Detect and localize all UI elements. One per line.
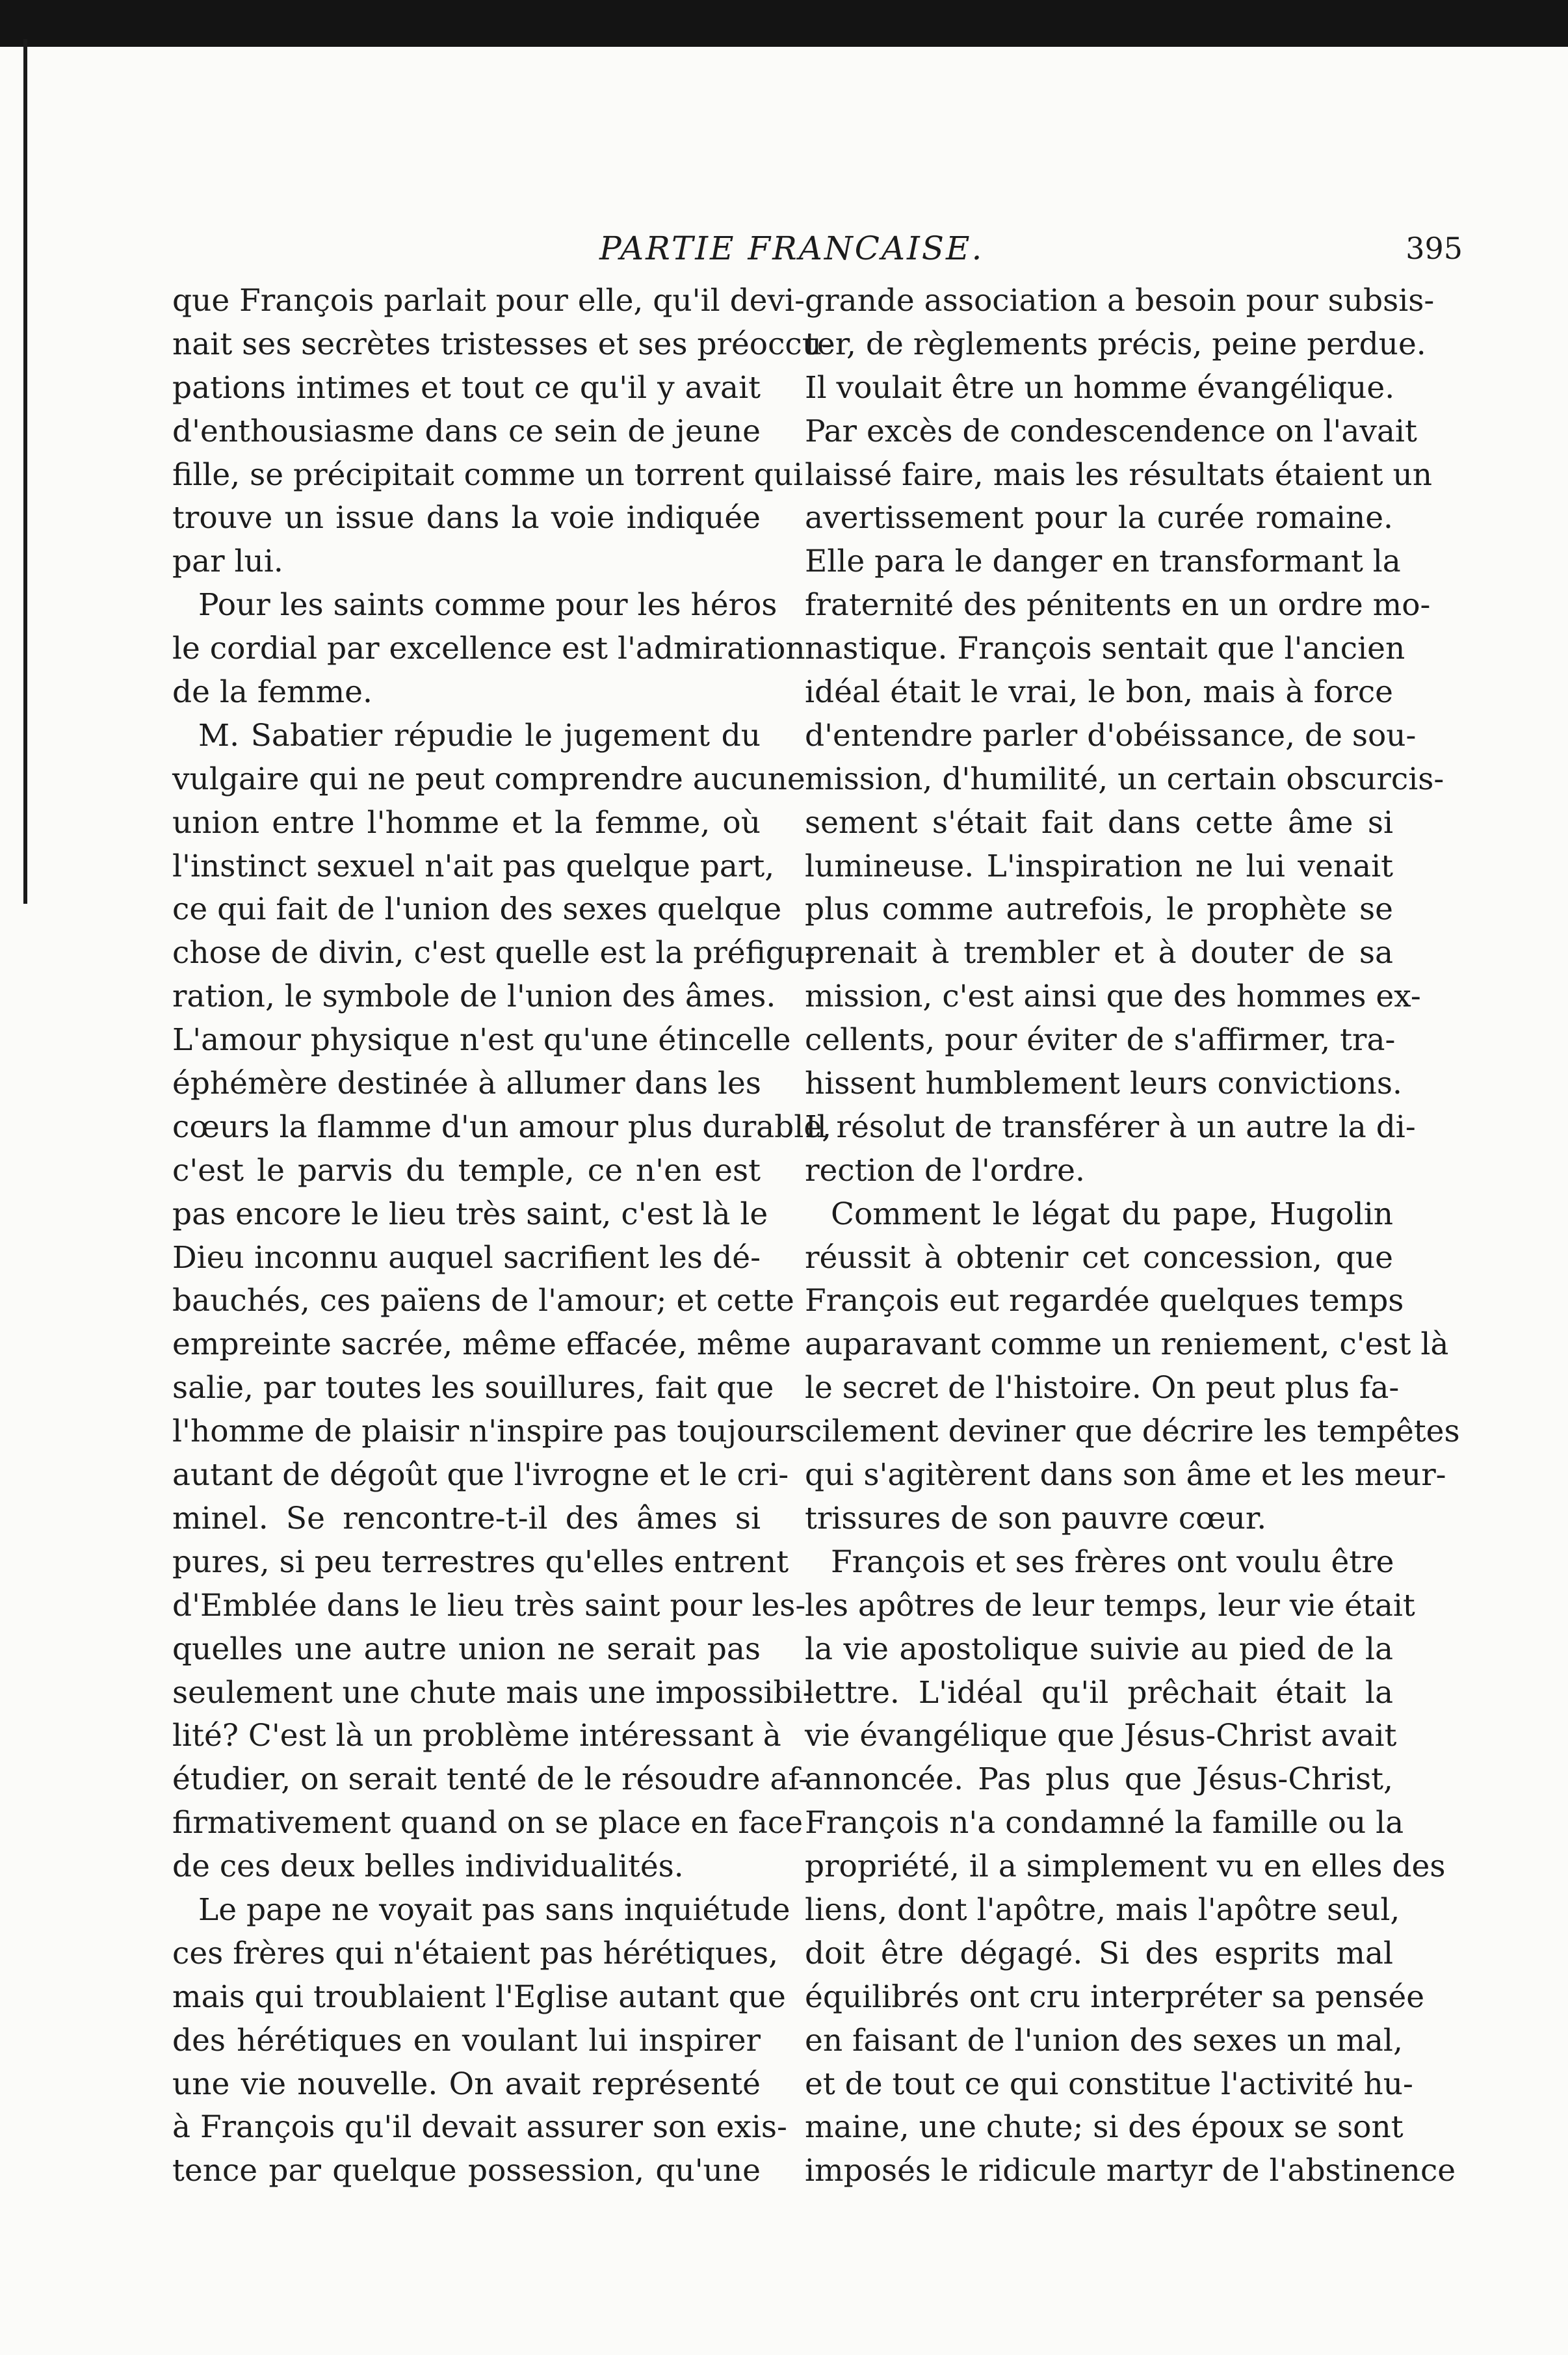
text-line: imposés le ridicule martyr de l'abstinence [805,2153,1456,2189]
text-line: vulgaire qui ne peut comprendre aucune [172,761,805,797]
right-text-column [805,280,1460,2193]
text-line: lumineuse. L'inspiration ne lui venait [805,848,1393,884]
text-line: idéal était le vrai, le bon, mais à force [805,674,1393,711]
text-line: trissures de son pauvre cœur. [805,1500,1267,1536]
text-line: Pour les saints comme pour les héros [198,587,777,624]
text-line: des hérétiques en voulant lui inspirer [172,2022,761,2059]
text-line: chose de divin, c'est quelle est la préfigu- [172,935,816,971]
text-line: Par excès de condescendence on l'avait [805,413,1417,449]
text-line: fraternité des pénitents en un ordre mo- [805,587,1431,624]
text-line: firmativement quand on se place en face [172,1805,804,1841]
text-line: par lui. [172,544,283,580]
text-line: le cordial par excellence est l'admiration [172,631,805,667]
text-line: que François parlait pour elle, qu'il devi- [172,283,805,319]
text-line: mission, d'humilité, un certain obscurcis- [805,761,1444,797]
text-line: pations intimes et tout ce qu'il y avait [172,369,761,406]
text-line: mais qui troublaient l'Eglise autant que [172,1979,786,2015]
text-line: et de tout ce qui constitue l'activité hu- [805,2066,1413,2102]
text-line: seulement une chute mais une impossibi- [172,1674,813,1711]
text-line: c'est le parvis du temple, ce n'en est [172,1152,761,1189]
text-line: cœurs la flamme d'un amour plus durable, [172,1109,832,1145]
text-line: ration, le symbole de l'union des âmes. [172,979,776,1015]
text-line: la vie apostolique suivie au pied de la [805,1631,1393,1667]
text-line: François n'a condamné la famille ou la [805,1805,1404,1841]
text-line: vie évangélique que Jésus-Christ avait [805,1718,1397,1754]
left-text-column [172,280,832,2193]
text-line: Il voulait être un homme évangélique. [805,369,1395,406]
text-line: éphémère destinée à allumer dans les [172,1066,761,1102]
text-line: hissent humblement leurs convictions. [805,1066,1402,1102]
text-line: Le pape ne voyait pas sans inquiétude [198,1891,791,1928]
text-line: fille, se précipitait comme un torrent qui [172,456,803,493]
page-number: 395 [1405,231,1463,266]
text-line: François eut regardée quelques temps [805,1283,1404,1319]
text-line: ce qui fait de l'union des sexes quelque [172,891,782,928]
text-line: à François qu'il devait assurer son exis- [172,2109,787,2146]
text-line: trouve un issue dans la voie indiquée [172,500,761,536]
text-line: de la femme. [172,674,372,711]
text-line: propriété, il a simplement vu en elles des [805,1848,1446,1885]
text-line: rection de l'ordre. [805,1152,1085,1189]
text-line: mission, c'est ainsi que des hommes ex- [805,979,1421,1015]
text-line: quelles une autre union ne serait pas [172,1631,761,1667]
text-line: maine, une chute; si des époux se sont [805,2109,1404,2146]
text-line: empreinte sacrée, même effacée, même [172,1326,791,1363]
text-line: annoncée. Pas plus que Jésus-Christ, [805,1761,1393,1798]
text-line: qui s'agitèrent dans son âme et les meur- [805,1457,1446,1493]
text-line: salie, par toutes les souillures, fait que [172,1370,774,1406]
text-line: lettre. L'idéal qu'il prêchait était la [805,1674,1393,1711]
text-line: réussit à obtenir cet concession, que [805,1239,1393,1276]
text-line: bauchés, ces païens de l'amour; et cette [172,1283,794,1319]
text-line: d'enthousiasme dans ce sein de jeune [172,413,761,449]
text-line: nastique. François sentait que l'ancien [805,631,1405,667]
text-line: pures, si peu terrestres qu'elles entrent [172,1544,789,1580]
text-line: en faisant de l'union des sexes un mal, [805,2022,1403,2059]
text-line: cellents, pour éviter de s'affirmer, tra- [805,1022,1396,1059]
text-line: François et ses frères ont voulu être [831,1544,1394,1580]
page-header [163,222,1463,274]
text-line: de ces deux belles individualités. [172,1848,684,1885]
text-line: une vie nouvelle. On avait représenté [172,2066,761,2102]
running-title: PARTIE FRANCAISE. [599,230,984,267]
text-line: grande association a besoin pour subsis- [805,283,1435,319]
text-line: étudier, on serait tenté de le résoudre af- [172,1761,809,1798]
text-line: avertissement pour la curée romaine. [805,500,1393,536]
text-line: le secret de l'histoire. On peut plus fa- [805,1370,1400,1406]
text-line: lité? C'est là un problème intéressant à [172,1718,781,1754]
text-line: pas encore le lieu très saint, c'est là le [172,1196,768,1232]
text-line: Elle para le danger en transformant la [805,544,1401,580]
text-line: l'homme de plaisir n'inspire pas toujours [172,1414,805,1450]
text-line: plus comme autrefois, le prophète se [805,891,1393,928]
text-line: d'entendre parler d'obéissance, de sou- [805,717,1417,754]
text-line: ter, de règlements précis, peine perdue. [805,326,1426,362]
text-line: minel. Se rencontre-t-il des âmes si [172,1500,761,1536]
scan-top-border [0,0,1568,47]
text-line: autant de dégoût que l'ivrogne et le cri- [172,1457,789,1493]
text-line: nait ses secrètes tristesses et ses préoccu- [172,326,832,362]
text-line: prenait à trembler et à douter de sa [805,935,1393,971]
text-line: Dieu inconnu auquel sacrifient les dé- [172,1239,761,1276]
text-line: laissé faire, mais les résultats étaient un [805,456,1433,493]
text-line: L'amour physique n'est qu'une étincelle [172,1022,791,1059]
text-line: sement s'était fait dans cette âme si [805,804,1393,841]
text-line: union entre l'homme et la femme, où [172,804,761,841]
text-line: l'instinct sexuel n'ait pas quelque part, [172,848,775,884]
text-line: liens, dont l'apôtre, mais l'apôtre seul, [805,1891,1400,1928]
scan-left-edge [23,39,27,904]
text-line: auparavant comme un reniement, c'est là [805,1326,1449,1363]
text-line: équilibrés ont cru interpréter sa pensée [805,1979,1425,2015]
text-line: cilement deviner que décrire les tempêtes [805,1414,1460,1450]
text-line: d'Emblée dans le lieu très saint pour les- [172,1587,806,1624]
text-line: les apôtres de leur temps, leur vie était [805,1587,1415,1624]
text-line: doit être dégagé. Si des esprits mal [805,1935,1393,1971]
text-line: Comment le légat du pape, Hugolin [831,1196,1393,1232]
text-line: ces frères qui n'étaient pas hérétiques, [172,1935,779,1971]
text-line: M. Sabatier répudie le jugement du [198,717,761,754]
text-line: tence par quelque possession, qu'une [172,2153,761,2189]
text-line: Il résolut de transférer à un autre la di- [805,1109,1416,1145]
